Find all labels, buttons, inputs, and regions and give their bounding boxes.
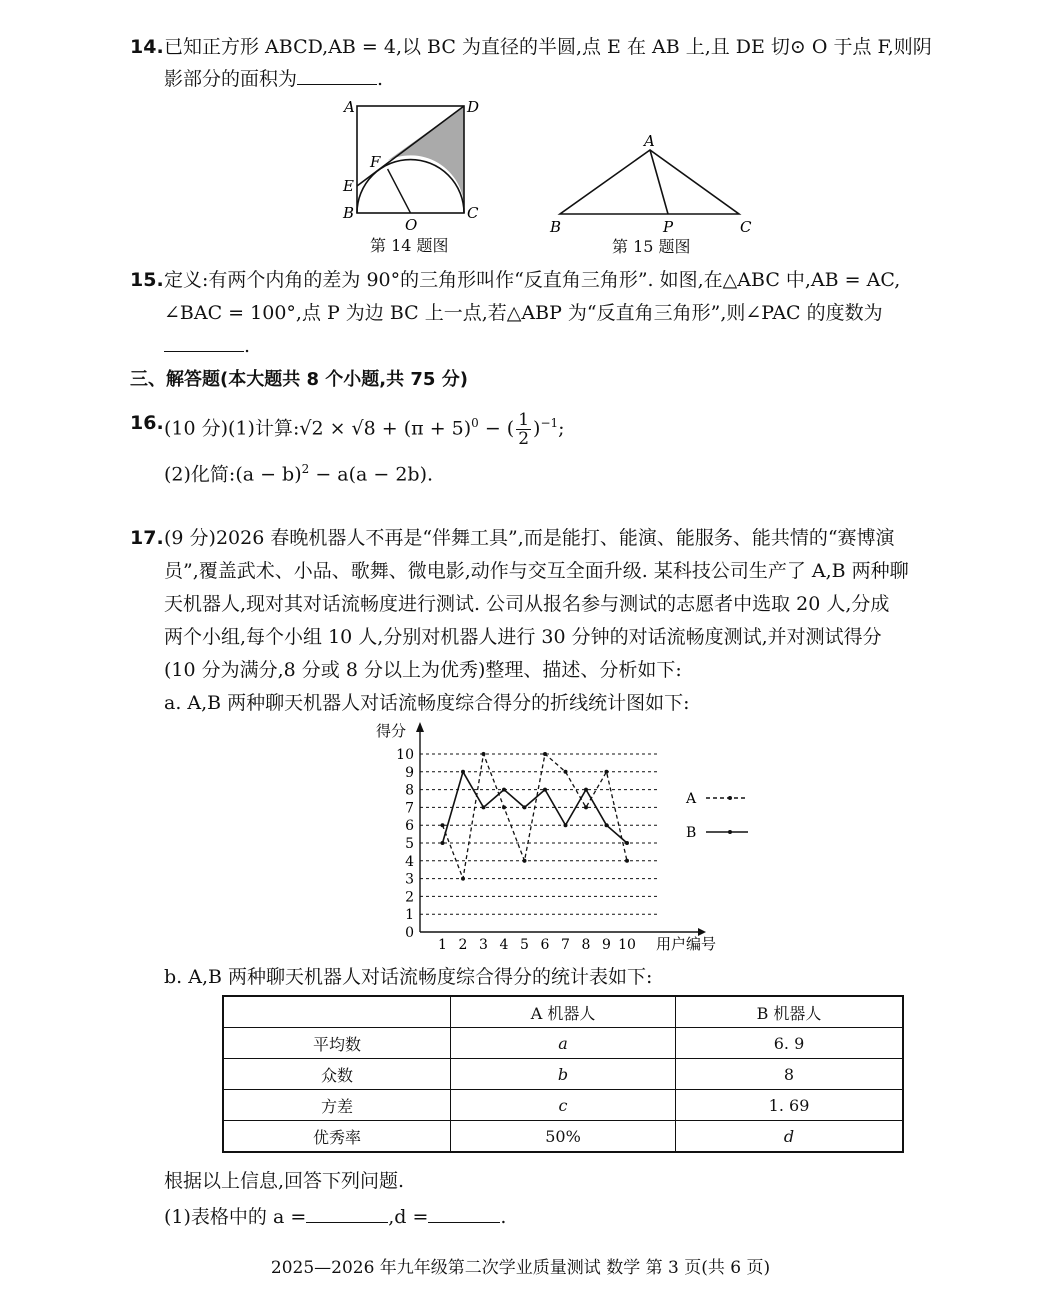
table-cell: 优秀率 bbox=[223, 1121, 451, 1153]
q16-part2-exp: 2 bbox=[301, 462, 310, 476]
table-row bbox=[223, 1121, 903, 1153]
q16-part2-prefix: (2)化简:(a − b) bbox=[164, 463, 302, 486]
data-point-A bbox=[543, 752, 547, 756]
y-tick-label: 5 bbox=[405, 836, 414, 852]
q14-text-line1: 已知正方形 ABCD,AB = 4,以 BC 为直径的半圆,点 E 在 AB 上,且 DE 切⊙ O 于点 F,则阴 bbox=[164, 36, 932, 58]
x-tick-label: 10 bbox=[618, 937, 636, 953]
label-c: C bbox=[467, 204, 479, 222]
x-tick-label: 5 bbox=[520, 937, 529, 953]
x-tick-label: 2 bbox=[458, 937, 468, 953]
table-cell: 50% bbox=[451, 1121, 676, 1153]
table-header-cell bbox=[223, 996, 451, 1028]
table-cell: b bbox=[451, 1059, 676, 1090]
q16-close: ) bbox=[533, 417, 541, 440]
q16-part2 bbox=[164, 456, 433, 487]
table-cell: 6. 9 bbox=[676, 1028, 903, 1059]
label-b: B bbox=[343, 204, 355, 222]
q17-number: 17. bbox=[130, 527, 164, 549]
q16-end: ; bbox=[558, 417, 565, 440]
q14-number: 14. bbox=[130, 36, 164, 58]
series-line-A bbox=[443, 754, 628, 879]
table-row bbox=[223, 1090, 903, 1121]
q14-period: . bbox=[377, 68, 384, 90]
data-point-B bbox=[564, 823, 568, 827]
x-tick-label: 4 bbox=[499, 937, 509, 953]
data-point-B bbox=[605, 823, 609, 827]
table-cell: a bbox=[451, 1028, 676, 1059]
legend-label-B: B bbox=[686, 825, 697, 841]
data-point-B bbox=[482, 805, 486, 809]
table-cell: 众数 bbox=[223, 1059, 451, 1090]
label-e: E bbox=[343, 177, 354, 195]
fraction-denominator: 2 bbox=[518, 428, 530, 449]
data-point-A bbox=[441, 823, 445, 827]
y-tick-label: 2 bbox=[405, 889, 414, 906]
y-tick-label: 4 bbox=[405, 853, 414, 870]
answer-blank-d bbox=[428, 1204, 500, 1223]
table-cell: 1. 69 bbox=[676, 1090, 903, 1121]
q14-text-line2 bbox=[164, 66, 383, 92]
figure-14 bbox=[330, 96, 490, 236]
table-header-row bbox=[223, 996, 903, 1028]
q16-number: 16. bbox=[130, 412, 164, 434]
q17-after-table: 根据以上信息,回答下列问题. bbox=[164, 1170, 405, 1192]
figure-14-caption: 第 14 题图 bbox=[370, 236, 449, 255]
q14-answer-blank bbox=[297, 66, 377, 85]
q15-number: 15. bbox=[130, 269, 164, 291]
x-tick-label: 6 bbox=[540, 937, 550, 953]
y-tick-label: 7 bbox=[405, 800, 414, 817]
data-point-B bbox=[502, 788, 506, 792]
x-tick-label: 3 bbox=[479, 937, 488, 953]
x-tick-label: 9 bbox=[602, 937, 611, 953]
data-point-A bbox=[605, 770, 609, 774]
table-cell: c bbox=[451, 1090, 676, 1121]
q17-sub1-prefix: (1)表格中的 a = bbox=[164, 1206, 307, 1228]
data-point-A bbox=[625, 859, 629, 863]
q16-fraction bbox=[516, 411, 531, 448]
label-d: D bbox=[467, 98, 480, 116]
q15-text-line3 bbox=[164, 333, 250, 359]
q17-line4: 两个小组,每个小组 10 人,分别对机器人进行 30 分钟的对话流畅度测试,并对测试得分 bbox=[164, 626, 882, 648]
q17-part-a: a. A,B 两种聊天机器人对话流畅度综合得分的折线统计图如下: bbox=[164, 692, 690, 714]
table-cell: 方差 bbox=[223, 1090, 451, 1121]
q17-part-b: b. A,B 两种聊天机器人对话流畅度综合得分的统计表如下: bbox=[164, 966, 653, 988]
q15-text-line1: 定义:有两个内角的差为 90°的三角形叫作“反直角三角形”. 如图,在△ABC 中,AB = AC, bbox=[164, 269, 901, 291]
legend-marker-B bbox=[728, 830, 732, 834]
q16-part1-prefix: (10 分)(1)计算: bbox=[164, 417, 300, 440]
y-tick-label: 10 bbox=[396, 747, 414, 763]
q14-text: 影部分的面积为 bbox=[164, 68, 298, 90]
x-tick-label: 7 bbox=[561, 937, 570, 953]
fraction-numerator: 1 bbox=[518, 409, 530, 430]
y-tick-label: 0 bbox=[405, 925, 414, 941]
page-footer: 2025—2026 年九年级第二次学业质量测试 数学 第 3 页(共 6 页) bbox=[270, 1258, 771, 1278]
data-point-A bbox=[461, 877, 465, 881]
table-cell: d bbox=[676, 1121, 903, 1153]
q16-mid: − ( bbox=[478, 417, 515, 440]
label-b: B bbox=[550, 218, 562, 236]
triangle-abc bbox=[560, 150, 739, 214]
q17-sub1-end: . bbox=[500, 1206, 507, 1228]
stats-table bbox=[222, 995, 904, 1153]
data-point-B bbox=[441, 841, 445, 845]
q17-line5: (10 分为满分,8 分或 8 分以上为优秀)整理、描述、分析如下: bbox=[164, 659, 682, 681]
y-tick-label: 1 bbox=[405, 907, 414, 924]
y-tick-label: 6 bbox=[405, 818, 414, 835]
answer-blank-a bbox=[306, 1204, 388, 1223]
y-tick-label: 8 bbox=[405, 782, 414, 799]
shaded-region bbox=[388, 106, 465, 213]
label-f: F bbox=[370, 153, 381, 171]
x-tick-label: 1 bbox=[438, 937, 447, 953]
q17-sub1 bbox=[164, 1204, 506, 1230]
data-point-B bbox=[584, 788, 588, 792]
label-o: O bbox=[405, 216, 418, 234]
q16-part2-rest: − a(a − 2b). bbox=[309, 463, 434, 486]
q16-exp-zero: 0 bbox=[471, 416, 479, 430]
q15-period: . bbox=[244, 335, 251, 357]
label-p: P bbox=[663, 218, 674, 236]
table-row bbox=[223, 1059, 903, 1090]
data-point-A bbox=[584, 805, 588, 809]
table-cell: 平均数 bbox=[223, 1028, 451, 1059]
y-axis-arrow bbox=[416, 722, 424, 732]
legend-marker-A bbox=[728, 796, 732, 800]
x-axis-label: 用户编号 bbox=[656, 935, 717, 953]
data-point-B bbox=[523, 805, 527, 809]
data-point-B bbox=[625, 841, 629, 845]
section-3-heading: 三、解答题(本大题共 8 个小题,共 75 分) bbox=[130, 369, 468, 390]
label-c: C bbox=[740, 218, 752, 236]
y-tick-label: 9 bbox=[405, 764, 414, 781]
q15-answer-blank bbox=[164, 333, 244, 352]
segment-of bbox=[388, 169, 411, 213]
q17-line2: 员”,覆盖武术、小品、歌舞、微电影,动作与交互全面升级. 某科技公司生产了 A,B 两种聊 bbox=[164, 560, 909, 582]
y-axis-label: 得分 bbox=[376, 722, 407, 740]
q15-text-line2: ∠BAC = 100°,点 P 为边 BC 上一点,若△ABP 为“反直角三角形”,则∠PAC 的度数为 bbox=[164, 302, 883, 324]
data-point-B bbox=[461, 770, 465, 774]
q17-line3: 天机器人,现对其对话流畅度进行测试. 公司从报名参与测试的志愿者中选取 20 人,分成 bbox=[164, 593, 890, 615]
data-point-A bbox=[482, 752, 486, 756]
figure-15-caption: 第 15 题图 bbox=[612, 237, 691, 256]
legend-label-A: A bbox=[686, 791, 697, 807]
x-tick-label: 8 bbox=[581, 937, 591, 953]
figure-15 bbox=[540, 128, 760, 238]
q17-sub1-mid: ,d = bbox=[388, 1206, 429, 1228]
table-row bbox=[223, 1028, 903, 1059]
data-point-B bbox=[543, 788, 547, 792]
table-header-cell: A 机器人 bbox=[451, 996, 676, 1028]
q16-expr-a: √2 × √8 + (π + 5) bbox=[299, 417, 472, 440]
y-tick-label: 3 bbox=[405, 871, 414, 888]
label-a: A bbox=[644, 132, 655, 150]
score-line-chart bbox=[370, 718, 760, 958]
label-a: A bbox=[344, 98, 355, 116]
q16-part1 bbox=[164, 410, 565, 448]
table-header-cell: B 机器人 bbox=[676, 996, 903, 1028]
data-point-A bbox=[502, 805, 506, 809]
segment-ap bbox=[650, 150, 668, 214]
table-cell: 8 bbox=[676, 1059, 903, 1090]
data-point-A bbox=[523, 859, 527, 863]
q17-line1: (9 分)2026 春晚机器人不再是“伴舞工具”,而是能打、能演、能服务、能共情的“赛博演 bbox=[164, 527, 895, 549]
q16-exp-neg1: −1 bbox=[540, 416, 559, 430]
data-point-A bbox=[564, 770, 568, 774]
